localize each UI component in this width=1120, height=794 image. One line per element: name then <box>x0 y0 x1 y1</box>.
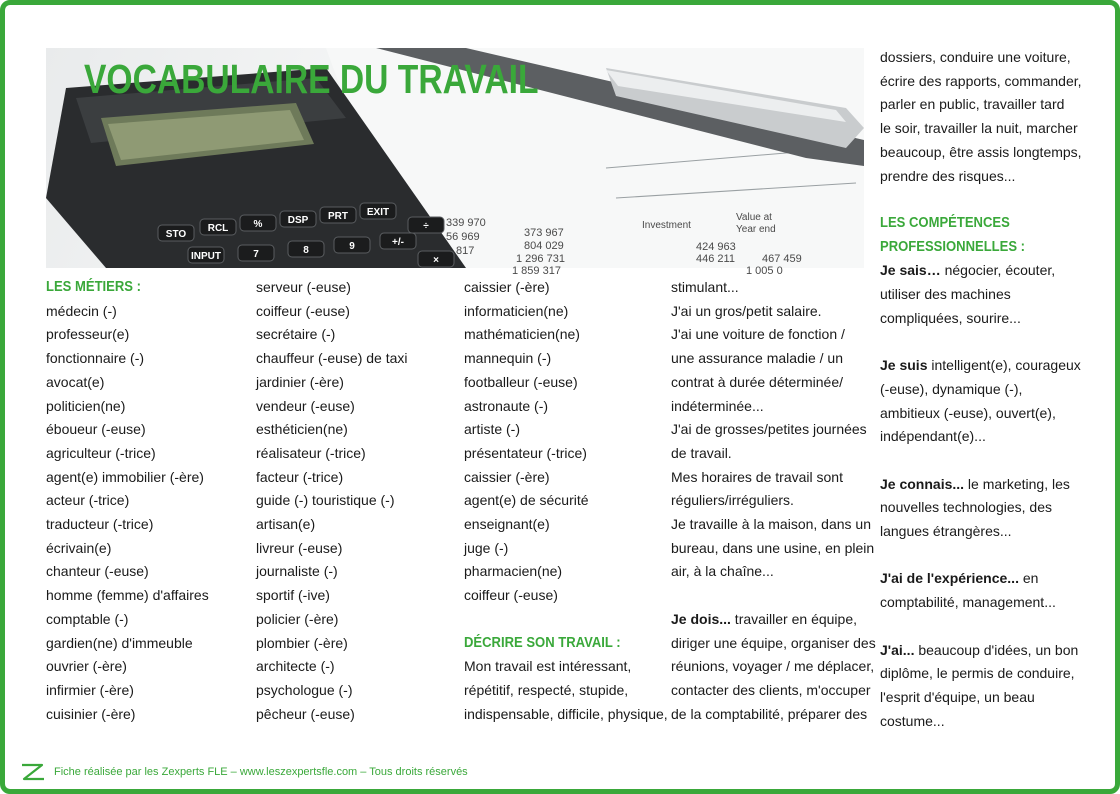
sheet-number: 424 963 <box>696 241 736 253</box>
metier-item: traducteur (-trice) <box>46 516 154 533</box>
competences-column <box>880 46 1082 733</box>
metier-item: artisan(e) <box>256 516 316 533</box>
sheet-number: 1 296 731 <box>516 253 565 265</box>
metier-item: pêcheur (-euse) <box>256 705 355 722</box>
metiers-column-2 <box>256 276 408 726</box>
travail-line: J'ai un gros/petit salaire. <box>671 302 822 319</box>
calculator-key-label: +/- <box>392 237 404 248</box>
suis-text: intelligent(e), courageux <box>927 357 1081 374</box>
metier-item: agent(e) de sécurité <box>464 492 589 509</box>
metier-item: chauffeur (-euse) de taxi <box>256 350 408 367</box>
travail-line: indéterminée... <box>671 397 764 414</box>
calculator-key-label: DSP <box>287 215 309 226</box>
dois-cont-line: beaucoup, être assis longtemps, <box>880 143 1082 160</box>
sais-text: négocier, écouter, <box>940 262 1056 279</box>
metier-item: réalisateur (-trice) <box>256 444 366 461</box>
metier-item: chanteur (-euse) <box>46 563 149 580</box>
dois-cont-line: le soir, travailler la nuit, marcher <box>880 120 1078 137</box>
metier-item: policier (-ère) <box>256 610 339 627</box>
calculator-key-label: % <box>253 219 263 230</box>
calculator-key-label: INPUT <box>191 251 221 262</box>
travail-column <box>671 276 876 726</box>
metiers-column-3 <box>464 276 668 726</box>
experience-line <box>880 567 1082 591</box>
calculator-key-label: 8 <box>303 245 309 256</box>
decrire-line: Mon travail est intéressant, <box>464 658 632 675</box>
decrire-line: répétitif, respecté, stupide, <box>464 681 629 698</box>
metier-item: acteur (-trice) <box>46 492 130 509</box>
metier-item: esthéticien(ne) <box>256 421 348 438</box>
metier-item: coiffeur (-euse) <box>464 587 558 604</box>
metier-item: mathématicien(ne) <box>464 326 580 343</box>
metier-item: agriculteur (-trice) <box>46 444 156 461</box>
suis-line-cont: (-euse), dynamique (-), <box>880 380 1023 397</box>
metier-item: footballeur (-euse) <box>464 373 578 390</box>
metier-item: guide (-) touristique (-) <box>256 492 395 509</box>
metier-item: plombier (-ère) <box>256 634 348 651</box>
metier-item: homme (femme) d'affaires <box>46 587 209 604</box>
ai-line-cont: diplôme, le permis de conduire, <box>880 665 1075 682</box>
metier-item: jardinier (-ère) <box>256 373 344 390</box>
ai-line-cont: l'esprit d'équipe, un beau <box>880 688 1035 705</box>
footer-text: Fiche réalisée par les Zexperts FLE – www.leszexpertsfle.com – Tous droits réservés <box>54 766 468 778</box>
metier-item: pharmacien(ne) <box>464 563 563 580</box>
ai-line-cont: costume... <box>880 712 945 729</box>
sheet-number: 1 859 317 <box>512 265 561 277</box>
metier-item: secrétaire (-) <box>256 326 336 343</box>
metier-item: présentateur (-trice) <box>464 444 587 461</box>
dois-line-cont: de la comptabilité, préparer des <box>671 705 868 722</box>
suis-line-cont: indépendant(e)... <box>880 428 986 445</box>
metier-item: comptable (-) <box>46 610 129 627</box>
experience-label: J'ai de l'expérience... <box>880 570 1019 587</box>
sheet-number: 446 211 <box>696 253 735 265</box>
sais-line-cont: utiliser des machines <box>880 286 1011 303</box>
metier-item: caissier (-ère) <box>464 279 550 295</box>
footer <box>20 762 468 782</box>
competences-heading-1: LES COMPÉTENCES <box>880 214 1010 231</box>
metier-item: artiste (-) <box>464 421 520 438</box>
zexperts-logo-icon <box>20 762 46 782</box>
calculator-key-label: PRT <box>328 211 348 222</box>
dois-line-cont: réunions, voyager / me déplacer, <box>671 658 875 675</box>
experience-text: en <box>1018 570 1039 587</box>
metier-item: sportif (-ive) <box>256 587 330 604</box>
sheet-number: 339 970 <box>446 217 486 229</box>
metier-item: infirmier (-ère) <box>46 681 134 698</box>
travail-line: air, à la chaîne... <box>671 563 774 580</box>
sheet-label: Value at <box>736 212 772 223</box>
ai-label: J'ai... <box>880 641 915 658</box>
calculator-key-label: RCL <box>207 223 229 234</box>
metier-item: livreur (-euse) <box>256 539 343 556</box>
metier-item: médecin (-) <box>46 302 117 319</box>
metier-item: vendeur (-euse) <box>256 397 355 414</box>
connais-line-cont: nouvelles technologies, des <box>880 499 1053 516</box>
connais-text: le marketing, les <box>964 475 1070 492</box>
connais-line-cont: langues étrangères... <box>880 523 1012 540</box>
metier-item: écrivain(e) <box>46 539 112 556</box>
metier-item: architecte (-) <box>256 658 335 675</box>
travail-line: stimulant... <box>671 279 739 295</box>
metier-item: coiffeur (-euse) <box>256 302 350 319</box>
metier-item: professeur(e) <box>46 326 130 343</box>
metier-item: astronaute (-) <box>464 397 549 414</box>
calculator-key-label: EXIT <box>366 207 390 218</box>
metier-item: ouvrier (-ère) <box>46 658 127 675</box>
travail-line: contrat à durée déterminée/ <box>671 373 843 390</box>
ai-line <box>880 639 1082 663</box>
metier-item: avocat(e) <box>46 373 105 390</box>
sheet-number: 467 459 <box>762 253 802 265</box>
metier-item: caissier (-ère) <box>464 468 550 485</box>
decrire-line: indispensable, difficile, physique, <box>464 705 668 722</box>
metier-item: serveur (-euse) <box>256 279 351 295</box>
travail-line: une assurance maladie / un <box>671 350 843 367</box>
dois-line-cont: contacter des clients, m'occuper <box>671 681 871 698</box>
metier-item: juge (-) <box>464 539 509 556</box>
dois-cont-line: dossiers, conduire une voiture, <box>880 49 1071 65</box>
metier-item: agent(e) immobilier (-ère) <box>46 468 204 485</box>
sais-label: Je sais… <box>880 262 941 279</box>
metier-item: facteur (-trice) <box>256 468 344 485</box>
travail-line: bureau, dans une usine, en plein <box>671 539 875 556</box>
metier-item: gardien(ne) d'immeuble <box>46 634 193 651</box>
metier-item: mannequin (-) <box>464 350 552 367</box>
sheet-number: 1 005 0 <box>746 265 783 277</box>
sais-line <box>880 259 1082 283</box>
metiers-heading: LES MÉTIERS : <box>46 279 141 295</box>
metier-item: fonctionnaire (-) <box>46 350 145 367</box>
calculator-key-label: 7 <box>253 249 259 260</box>
dois-line-cont: diriger une équipe, organiser des <box>671 634 876 651</box>
sheet-number: 373 967 <box>524 227 564 239</box>
dois-cont-line: prendre des risques... <box>880 167 1016 184</box>
metiers-column-1 <box>46 276 209 726</box>
travail-line: J'ai une voiture de fonction / <box>671 326 845 343</box>
travail-line: de travail. <box>671 444 732 461</box>
travail-line: Mes horaires de travail sont <box>671 468 843 485</box>
metier-item: psychologue (-) <box>256 681 353 698</box>
sheet-number: 804 029 <box>524 240 564 252</box>
competences-heading-2: PROFESSIONNELLES : <box>880 238 1026 255</box>
dois-line <box>671 608 876 632</box>
suis-line-cont: ambitieux (-euse), ouvert(e), <box>880 404 1056 421</box>
metier-item: informaticien(ne) <box>464 302 569 319</box>
travail-line: réguliers/irréguliers. <box>671 492 794 509</box>
experience-line-cont: comptabilité, management... <box>880 594 1056 611</box>
calculator-key-label: STO <box>165 229 187 240</box>
travail-line: Je travaille à la maison, dans un <box>671 516 871 533</box>
ai-text: beaucoup d'idées, un bon <box>914 641 1079 658</box>
dois-text: travailler en équipe, <box>730 610 857 627</box>
dois-cont-line: parler en public, travailler tard <box>880 96 1065 113</box>
metier-item: cuisinier (-ère) <box>46 705 136 722</box>
metier-item: éboueur (-euse) <box>46 421 146 438</box>
calculator-key-label: ÷ <box>423 221 429 232</box>
decrire-heading: DÉCRIRE SON TRAVAIL : <box>464 634 621 651</box>
sais-line-cont: compliquées, sourire... <box>880 309 1021 326</box>
metier-item: enseignant(e) <box>464 516 550 533</box>
sheet-label: Investment <box>642 220 691 231</box>
sheet-label: Year end <box>736 224 776 235</box>
travail-line: J'ai de grosses/petites journées <box>671 421 867 438</box>
dois-cont-line: écrire des rapports, commander, <box>880 72 1082 89</box>
metier-item: journaliste (-) <box>256 563 338 580</box>
suis-label: Je suis <box>880 357 928 374</box>
page-title: VOCABULAIRE DU TRAVAIL <box>84 56 539 102</box>
calculator-key-label: 9 <box>349 241 355 252</box>
calculator-key-label: × <box>433 255 439 266</box>
connais-label: Je connais... <box>880 475 965 492</box>
metier-item: politicien(ne) <box>46 397 126 414</box>
sheet-number: 817 <box>456 245 475 257</box>
connais-line <box>880 473 1082 497</box>
sheet-number: 56 969 <box>446 231 480 243</box>
suis-line <box>880 354 1082 378</box>
dois-label: Je dois... <box>671 610 731 627</box>
